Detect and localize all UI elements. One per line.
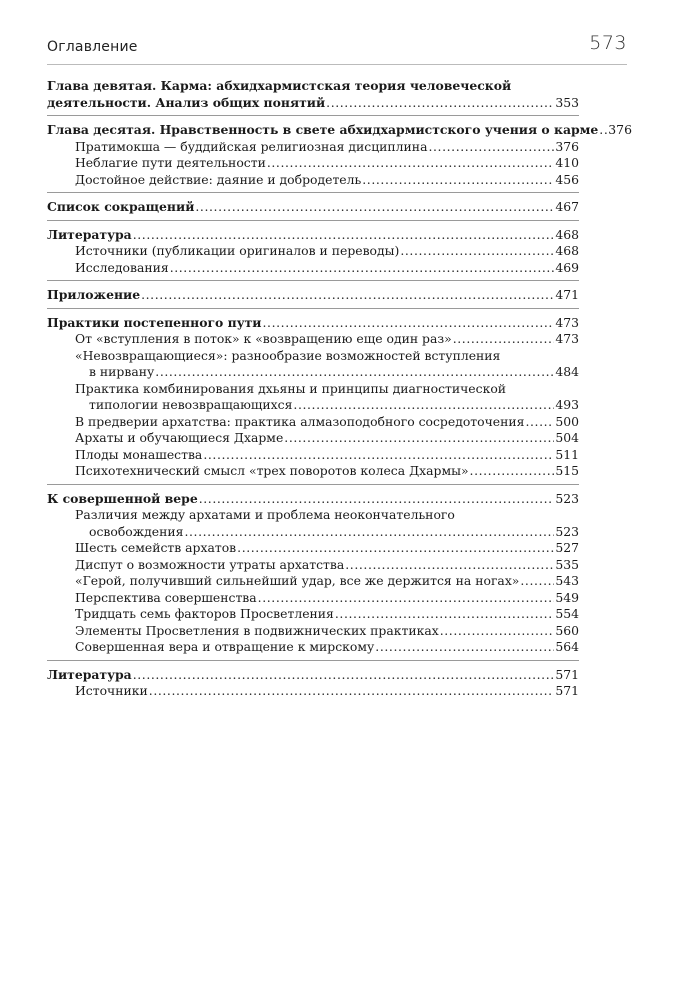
toc-entry-page: 473 [555, 331, 579, 346]
toc-entry-page: 500 [555, 413, 579, 429]
toc-section-entry[interactable] [47, 447, 579, 464]
toc-chapter-entry[interactable] [47, 227, 579, 244]
toc-entry-title: Психотехнический смысл «трех поворотов колеса Дхармы» [75, 463, 469, 478]
toc-entry-title: Практики постепенного пути [47, 314, 262, 330]
dot-leader [155, 364, 554, 381]
toc-entry-title: Достойное действие: даяние и добродетель [75, 171, 362, 187]
dot-leader [293, 397, 554, 414]
toc-entry-page: 410 [555, 155, 579, 170]
toc-entry-title: Диспут о возможности утраты архатства [75, 556, 345, 572]
toc-entry-title: К совершенной вере [47, 490, 198, 506]
toc-entry-page: 560 [555, 622, 579, 638]
toc-entry-page: 353 [555, 94, 579, 110]
dot-leader [184, 524, 554, 541]
toc-entry-title: Глава десятая. Нравственность в свете абхидхармистского учения о карме [47, 122, 599, 137]
dot-leader [195, 199, 554, 216]
toc-entry-page: 543 [555, 573, 579, 588]
dot-leader [170, 260, 555, 277]
toc-entry-title: Тридцать семь факторов Просветления [75, 606, 334, 621]
toc-entry-title: Перспектива совершенства [75, 589, 257, 605]
dot-leader [237, 540, 554, 557]
toc-entry-page: 376 [555, 138, 579, 154]
toc-entry-title-line: Глава девятая. Карма: абхидхармистская теория человеческой [47, 78, 512, 93]
dot-leader [599, 122, 607, 139]
toc-chapter-entry[interactable] [47, 491, 579, 508]
toc-section-entry[interactable] [47, 172, 579, 189]
dot-leader [203, 447, 554, 464]
toc-entry-page: 469 [555, 259, 579, 275]
toc-entry-page: 467 [555, 199, 579, 214]
dot-leader [133, 667, 555, 684]
toc-chapter-entry[interactable] [47, 315, 579, 332]
toc-entry-page: 376 [608, 122, 632, 137]
toc-entry-page: 515 [555, 463, 579, 478]
toc-section-entry[interactable] [47, 243, 579, 260]
dot-leader [141, 287, 554, 304]
toc-entry-title: Шесть семейств архатов [75, 540, 237, 555]
toc-chapter-entry[interactable] [47, 78, 579, 111]
toc-entry-page: 527 [555, 540, 579, 555]
toc-entry-title: Неблагие пути деятельности [75, 155, 266, 170]
toc-chapter-entry[interactable] [47, 287, 579, 304]
dot-leader [400, 243, 554, 260]
toc-entry-page: 468 [555, 226, 579, 242]
dot-leader [345, 557, 554, 574]
dot-leader [440, 623, 555, 640]
toc-entry-title: Литература [47, 226, 132, 242]
toc-entry-page: 473 [555, 314, 579, 330]
toc-entry-title-line: Практика комбинирования дхьяны и принципы диагностической [75, 380, 507, 396]
dot-leader [284, 430, 554, 447]
toc-chapter-entry[interactable] [47, 199, 579, 216]
toc-entry-title: Приложение [47, 287, 141, 302]
section-rule [47, 192, 579, 193]
toc-entry-title: Пратимокша — буддийская религиозная дисциплина [75, 138, 428, 154]
toc-section-entry[interactable] [47, 463, 579, 480]
toc-entry-page: 523 [555, 490, 579, 506]
toc-entry-title: Исследования [75, 259, 169, 275]
dot-leader [520, 573, 554, 590]
toc-entry-title: деятельности. Анализ общих понятий [47, 94, 326, 110]
toc-entry-page: 511 [555, 446, 579, 462]
dot-leader [199, 491, 555, 508]
toc-section-entry[interactable] [47, 260, 579, 277]
dot-leader [362, 172, 554, 189]
dot-leader [258, 590, 555, 607]
toc-section-entry[interactable] [47, 590, 579, 607]
toc-section-entry[interactable] [47, 557, 579, 574]
section-rule [47, 308, 579, 309]
toc-entry-page: 549 [555, 589, 579, 605]
toc-section-entry[interactable] [47, 639, 579, 656]
section-rule [47, 280, 579, 281]
toc-chapter-entry[interactable] [47, 667, 579, 684]
toc-section-entry[interactable] [47, 331, 579, 348]
toc-section-entry[interactable] [47, 683, 579, 700]
dot-leader [133, 227, 555, 244]
toc-entry-title-line: Различия между архатами и проблема неокончательного [75, 507, 455, 522]
dot-leader [375, 639, 554, 656]
toc-entry-title: типологии невозвращающихся [89, 397, 293, 412]
toc-entry-title: освобождения [89, 523, 184, 539]
dot-leader [525, 414, 554, 431]
dot-leader [453, 331, 555, 348]
toc-section-entry[interactable] [47, 573, 579, 590]
toc-section-entry[interactable] [47, 507, 579, 540]
toc-entry-title: Источники (публикации оригиналов и переводы) [75, 243, 400, 258]
header-rule [47, 64, 627, 65]
toc-section-entry[interactable] [47, 348, 579, 381]
dot-leader [326, 95, 554, 112]
toc-entry-page: 535 [555, 556, 579, 572]
running-title: Оглавление [47, 39, 138, 55]
toc-entry-page: 554 [555, 606, 579, 621]
dot-leader [428, 139, 554, 156]
section-rule [47, 484, 579, 485]
toc-chapter-entry[interactable] [47, 122, 632, 139]
toc-entry-page: 564 [555, 639, 579, 654]
toc-entry-page: 523 [555, 523, 579, 539]
dot-leader [263, 315, 555, 332]
toc-entry-title: в нирвану [89, 364, 155, 379]
toc-entry-title: Архаты и обучающиеся Дхарме [75, 430, 284, 445]
toc-entry-title: Элементы Просветления в подвижнических практиках [75, 622, 439, 638]
toc-entry-page: 571 [555, 666, 579, 682]
section-rule [47, 115, 579, 116]
toc-section-entry[interactable] [47, 540, 579, 557]
toc-entry-title: Источники [75, 683, 148, 698]
toc-entry-page: 468 [555, 243, 579, 258]
toc-entry-title-line: «Невозвращающиеся»: разнообразие возможностей вступления [75, 347, 501, 363]
toc-entry-title: В предверии архатства: практика алмазоподобного сосредоточения [75, 413, 525, 429]
dot-leader [335, 606, 554, 623]
toc-section-entry[interactable] [47, 623, 579, 640]
toc-entry-title: Плоды монашества [75, 446, 203, 462]
toc-entry-title: Литература [47, 666, 132, 682]
toc-section-entry[interactable] [47, 139, 579, 156]
toc-entry-page: 471 [555, 287, 579, 302]
toc-entry-title: «Герой, получивший сильнейший удар, все же держится на ногах» [75, 573, 520, 588]
toc-section-entry[interactable] [47, 606, 579, 623]
toc-section-entry[interactable] [47, 381, 579, 414]
page-header [47, 32, 627, 60]
dot-leader [149, 683, 555, 700]
toc-section-entry[interactable] [47, 414, 579, 431]
toc-entry-page: 456 [555, 171, 579, 187]
dot-leader [470, 463, 555, 480]
table-of-contents [47, 74, 632, 700]
dot-leader [267, 155, 555, 172]
page-number: 573 [589, 32, 627, 54]
toc-entry-title: От «вступления в поток» к «возвращению еще один раз» [75, 331, 452, 346]
toc-entry-page: 493 [555, 397, 579, 412]
toc-entry-page: 571 [555, 683, 579, 698]
section-rule [47, 220, 579, 221]
toc-entry-title: Совершенная вера и отвращение к мирскому [75, 639, 375, 654]
toc-section-entry[interactable] [47, 430, 579, 447]
toc-entry-page: 504 [555, 430, 579, 445]
toc-section-entry[interactable] [47, 155, 579, 172]
toc-entry-title: Список сокращений [47, 199, 195, 214]
section-rule [47, 660, 579, 661]
toc-entry-page: 484 [555, 364, 579, 379]
